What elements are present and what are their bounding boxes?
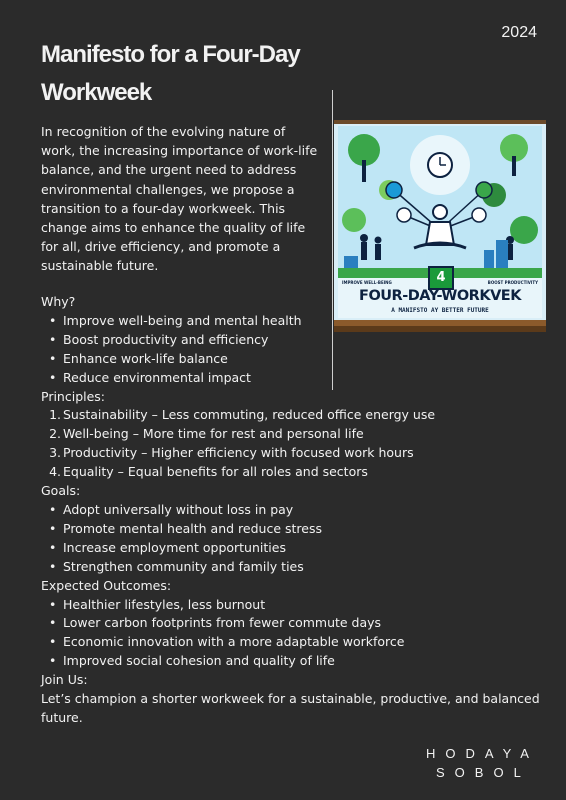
list-item: • Strengthen community and family ties bbox=[41, 558, 551, 577]
poster-subline: A MANIFSTO AY BETTER FUTURE bbox=[391, 307, 489, 314]
join-heading: Join Us: bbox=[41, 672, 88, 688]
intro-paragraph: In recognition of the evolving nature of work, the increasing importance of work-life balance, and the urgent need to address environmental challenges, we propose a transition to a four-day workweek. This change aims to enhance the quality of life for all, drive efficiency, and promote a sustainable future. bbox=[41, 124, 318, 274]
list-number: 3. bbox=[49, 445, 61, 461]
list-item: • Adopt universally without loss in pay bbox=[41, 501, 551, 520]
list-item: • Healthier lifestyles, less burnout bbox=[41, 596, 551, 615]
join-paragraph: Let’s champion a shorter workweek for a sustainable, productive, and balanced future. bbox=[41, 691, 540, 725]
why-list bbox=[41, 312, 551, 388]
poster-headline: FOUR-DAY-WORKVEK bbox=[359, 288, 521, 304]
list-item-text: Productivity – Higher efficiency with focused work hours bbox=[63, 445, 414, 461]
list-number: 1. bbox=[49, 407, 61, 423]
goals-list bbox=[41, 501, 551, 577]
list-item bbox=[41, 444, 551, 463]
poster-number-badge: 4 bbox=[428, 266, 454, 290]
list-item bbox=[41, 425, 551, 444]
goals-heading: Goals: bbox=[41, 483, 81, 499]
poster-tag-left: IMPROVE WELL-BEING bbox=[342, 280, 392, 285]
author-first-name: HODAYA bbox=[426, 746, 539, 761]
principles-heading: Principles: bbox=[41, 388, 106, 404]
author-last-name: SOBOL bbox=[436, 765, 531, 780]
year-label: 2024 bbox=[501, 24, 537, 41]
list-item: • Reduce environmental impact bbox=[41, 369, 551, 388]
list-item: • Boost productivity and efficiency bbox=[41, 331, 551, 350]
list-item: • Improve well-being and mental health bbox=[41, 312, 551, 331]
list-item-text: Well-being – More time for rest and personal life bbox=[63, 426, 364, 442]
outcomes-heading: Expected Outcomes: bbox=[41, 577, 172, 593]
list-number: 2. bbox=[49, 426, 61, 442]
list-item: • Economic innovation with a more adaptable workforce bbox=[41, 633, 551, 652]
list-item: • Improved social cohesion and quality of life bbox=[41, 652, 551, 671]
list-item: • Increase employment opportunities bbox=[41, 539, 551, 558]
list-item-text: Equality – Equal benefits for all roles and sectors bbox=[63, 464, 368, 480]
manifesto-content bbox=[41, 293, 551, 728]
list-number: 4. bbox=[49, 464, 61, 480]
why-heading: Why? bbox=[41, 294, 76, 309]
page-title: Manifesto for a Four-Day Workweek bbox=[41, 41, 300, 106]
outcomes-list bbox=[41, 596, 551, 672]
list-item: • Promote mental health and reduce stress bbox=[41, 520, 551, 539]
list-item bbox=[41, 463, 551, 482]
list-item bbox=[41, 406, 551, 425]
list-item: • Lower carbon footprints from fewer commute days bbox=[41, 614, 551, 633]
author-name bbox=[426, 744, 539, 782]
poster-tag-right: BOOST PRODUCTIVITY bbox=[487, 280, 538, 285]
principles-list bbox=[41, 406, 551, 482]
list-item-text: Sustainability – Less commuting, reduced office energy use bbox=[63, 407, 436, 423]
list-item: • Enhance work-life balance bbox=[41, 350, 551, 369]
